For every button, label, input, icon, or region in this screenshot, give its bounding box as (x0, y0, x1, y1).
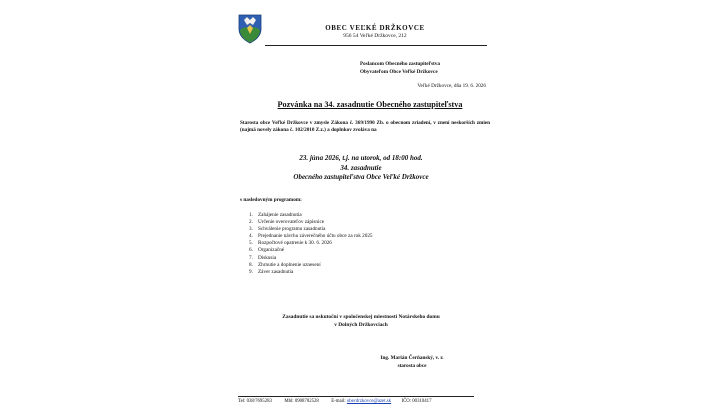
meeting-number: 34. zasadnutie (340, 163, 382, 172)
footer-contacts (238, 399, 474, 404)
meeting-details (236, 154, 486, 183)
agenda-item: 2. Určenie overovateľov zápisnice (249, 219, 325, 226)
venue-line: v Dolných Držkovciach (334, 322, 388, 328)
agenda-item: 9. Záver zasadnutia (249, 268, 294, 275)
document-heading: Pozvánka na 34. zasadnutie Obecného zastupiteľstva (277, 100, 463, 109)
municipality-address: 956 54 Veľké Držkovce, 212 (343, 33, 407, 39)
agenda-item: 8. Zhrnutie a doplnenie uznesení (249, 261, 321, 268)
coat-of-arms-icon (238, 14, 262, 44)
venue-info (236, 313, 486, 329)
footer-email-link[interactable]: obecdrzkovce@azet.sk (346, 399, 392, 404)
footer-email-label: E-mail: (331, 399, 346, 404)
venue-line: Zasadnutie sa uskutoční v spoločenskej miestnosti Notárskeho domu (282, 314, 440, 320)
meeting-body: Obecného zastupiteľstva Obce Veľké Držkovce (293, 173, 429, 181)
footer-divider (238, 396, 474, 397)
agenda-list (249, 212, 373, 276)
recipients-block (360, 60, 500, 76)
municipality-name: OBEC VEĽKÉ DRŽKOVCE (325, 24, 425, 32)
meeting-date: 23. júna 2026, t.j. na utorok, od 18:00 hod. (299, 154, 423, 162)
agenda-item: 7. Diskusia (249, 254, 277, 261)
recipient-line: Obyvateľom Obce Veľké Držkovce (360, 69, 438, 75)
signatory-name: Ing. Marián Čerňanský, v. r. (380, 355, 444, 361)
agenda-item: 4. Prejednanie návrhu záverečného účtu obce za rok 2025 (249, 233, 373, 240)
footer-mobile: Mbl: 0908782528 (284, 399, 319, 404)
agenda-item: 1. Zahájenie zasadnutia (249, 212, 302, 218)
convocation-text: Starosta obce Veľké Držkovce v zmysle Zákona č. 369/1990 Zb. o obecnom zriadení, v znení neskorších zmien (najmä novely zákona č. 102/2010 Z.z.) a doplnkov zvoláva na (240, 120, 490, 134)
signature-block (372, 355, 452, 370)
header-divider (265, 45, 487, 46)
program-intro: s nasledovným programom: (240, 197, 302, 203)
footer-phone: Tel: 038/7695283 (238, 399, 272, 404)
agenda-item: 6. Organizačné (249, 247, 285, 254)
signatory-role: starosta obce (397, 362, 427, 369)
recipient-line: Poslancom Obecného zastupiteľstva (360, 61, 440, 67)
footer-ico: IČO: 00310417 (401, 399, 432, 404)
agenda-item: 5. Rozpočtové opatrenie k 30. 6. 2026 (249, 240, 332, 247)
agenda-item: 3. Schválenie programu zasadnutia (249, 226, 326, 233)
place-and-date: Veľké Držkovce, dňa 19. 6. 2026 (417, 83, 486, 89)
